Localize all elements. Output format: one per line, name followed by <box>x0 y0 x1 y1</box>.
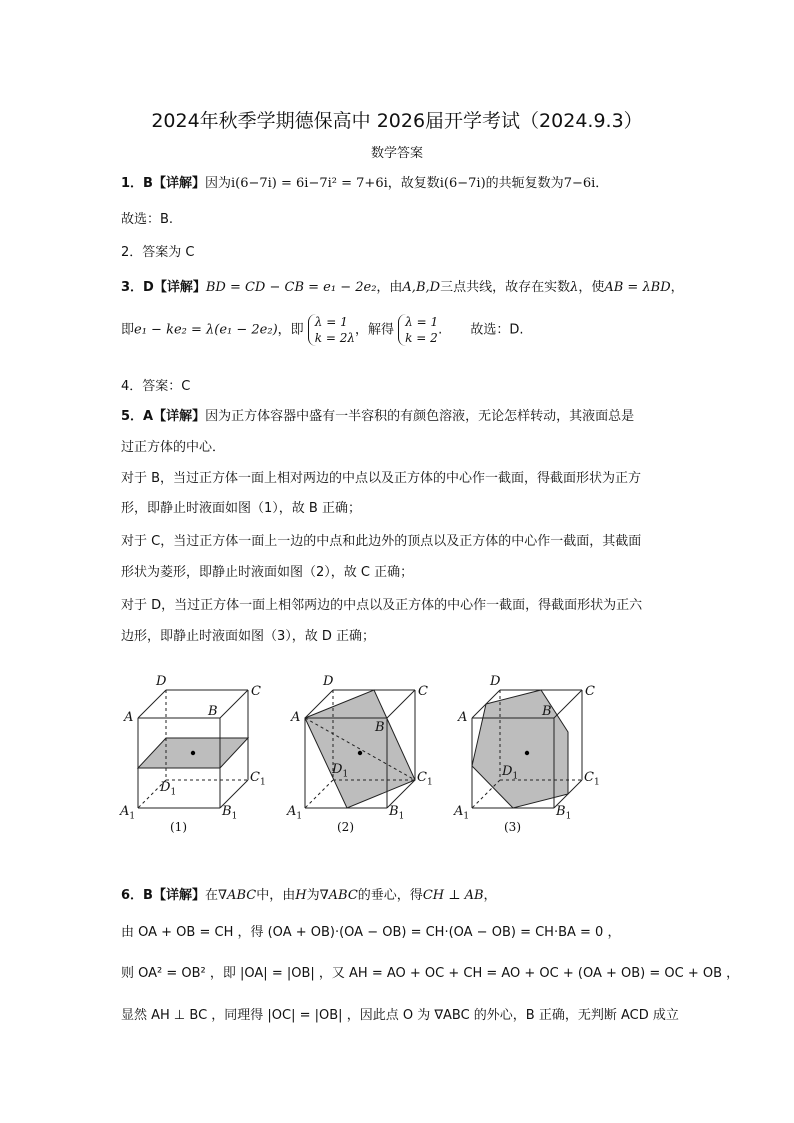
q1-line <box>121 172 608 191</box>
q6-text-4: 的垂心，得 <box>357 888 423 903</box>
label-c1-sub: 1 <box>426 777 433 788</box>
label-a1-letter: A <box>287 804 297 819</box>
q1-text-2: ，故复数 <box>387 176 440 191</box>
label-b1 <box>389 804 404 822</box>
label-d: D <box>490 674 501 689</box>
q6-perpendicular: CH ⊥ AB <box>422 888 484 903</box>
q3-text-1: ，由 <box>376 280 403 295</box>
label-b: B <box>208 704 218 719</box>
q5-line-7: 对于 D，当过正方体一面上相邻两边的中点以及正方体的中心作一截面，得截面形状为正六 <box>121 598 643 613</box>
label-d1-letter: D <box>160 780 171 795</box>
q3-system-1-eq2: k = 2λ <box>314 331 355 345</box>
q1-text-3: 的共轭复数为 <box>485 176 564 191</box>
label-d1-letter: D <box>332 762 343 777</box>
label-d1-sub: 1 <box>342 769 349 780</box>
q3-lambda: λ <box>570 280 579 295</box>
page-subtitle: 数学答案 <box>370 146 423 161</box>
label-d1 <box>502 764 518 782</box>
page-title: 2024年秋季学期德保高中 2026届开学考试（2024.9.3） <box>151 110 643 132</box>
q6-text-3: 为 <box>306 888 320 903</box>
q6-text-1: 在 <box>204 888 218 903</box>
q3-l2-text-b: ，即 <box>277 322 304 338</box>
label-a1 <box>287 804 302 822</box>
caption-3: (3) <box>504 820 521 834</box>
q6-h: H <box>295 888 307 903</box>
q3-line-2 <box>121 314 524 346</box>
q5-tag: 5．A【详解】 <box>121 409 206 424</box>
q5-line-2: 过正方体的中心． <box>121 440 226 455</box>
label-d1-letter: D <box>502 764 513 779</box>
label-a: A <box>124 710 134 725</box>
q3-l2-text-d: . <box>438 322 443 338</box>
label-a1 <box>120 804 135 822</box>
label-c: C <box>418 684 428 699</box>
label-a: A <box>291 710 301 725</box>
q3-tag: 3．D【详解】 <box>121 280 206 295</box>
q3-text-2: 三点共线，故存在实数 <box>440 280 571 295</box>
label-b: B <box>375 720 385 735</box>
label-a1-sub: 1 <box>463 811 470 822</box>
figure-labels <box>110 674 610 840</box>
label-d1 <box>332 762 348 780</box>
q3-vector-expression: BD = CD − CB = e₁ − 2e₂ <box>205 280 377 295</box>
label-b: B <box>542 704 552 719</box>
q3-text-3: ，使 <box>578 280 605 295</box>
label-c1-sub: 1 <box>593 777 600 788</box>
q6-text-5: ， <box>483 888 497 903</box>
q6-triangle-2: ∇ABC <box>319 888 358 903</box>
caption-2: (2) <box>337 820 354 834</box>
q3-system-1-eq1: λ = 1 <box>314 315 348 329</box>
q1-text-1: 因为 <box>204 176 231 191</box>
label-a1-letter: A <box>120 804 130 819</box>
label-a1 <box>454 804 469 822</box>
label-b1-letter: B <box>222 804 232 819</box>
q5-line-6: 形状为菱形，即静止时液面如图（2），故 C 正确； <box>121 565 414 580</box>
q1-text-4: ． <box>595 176 609 191</box>
label-c: C <box>585 684 595 699</box>
label-b1-letter: B <box>389 804 399 819</box>
q1-tag: 1．B【详解】 <box>121 176 205 191</box>
label-c1-letter: C <box>417 770 427 785</box>
label-c: C <box>251 684 261 699</box>
q3-choice: 故选：D. <box>470 322 524 338</box>
label-a1-letter: A <box>454 804 464 819</box>
q3-l2-expression: e₁ − ke₂ = λ(e₁ − 2e₂) <box>134 322 278 338</box>
label-a1-sub: 1 <box>296 811 303 822</box>
caption-1: (1) <box>170 820 187 834</box>
q2-line: 2．答案为 C <box>121 245 195 260</box>
label-b1-sub: 1 <box>398 811 405 822</box>
q3-l2-text-a: 即 <box>121 322 135 338</box>
q6-line-1 <box>121 884 497 903</box>
q6-triangle: ∇ABC <box>217 888 257 903</box>
q5-p1: 因为正方体容器中盛有一半容积的有颜色溶液，无论怎样转动，其液面总是 <box>205 409 635 424</box>
label-b1 <box>222 804 237 822</box>
q6-line-4: 显然 AH ⊥ BC ，同理得 |OC| = |OB| ，因此点 O 为 ∇ABC 的外心，B 正确，无判断 ACD 成立 <box>121 1008 679 1023</box>
q5-line-3: 对于 B，当过正方体一面上相对两边的中点以及正方体的中心作一截面，得截面形状为正方 <box>121 471 642 486</box>
label-a: A <box>458 710 468 725</box>
q1-choice: 故选：B. <box>121 212 174 227</box>
q1-expression-2: i(6−7i) <box>439 176 486 191</box>
label-b1-sub: 1 <box>231 811 238 822</box>
q3-system-1 <box>308 314 355 346</box>
label-c1-letter: C <box>250 770 260 785</box>
q6-text-2: 中，由 <box>256 888 296 903</box>
label-c1 <box>584 770 600 788</box>
q5-line-1 <box>121 405 634 424</box>
q3-vector-expression-2: AB = λBD <box>604 280 671 295</box>
q6-tag: 6．B【详解】 <box>121 888 205 903</box>
q6-line-3: 则 OA² = OB² ，即 |OA| = |OB| ，又 AH = AO + OC + CH = AO + OC + (OA + OB) = OC + OB ， <box>121 966 740 981</box>
q5-line-5: 对于 C，当过正方体一面上一边的中点和此边外的顶点以及正方体的中心作一截面，其截面 <box>121 534 642 549</box>
q3-system-2-eq1: λ = 1 <box>405 315 439 329</box>
label-d: D <box>323 674 334 689</box>
label-b1-sub: 1 <box>565 811 572 822</box>
q1-answer: 7−6i <box>563 176 596 191</box>
q3-points: A,B,D <box>402 280 441 295</box>
q6-line-2: 由 OA + OB = CH ，得 (OA + OB)·(OA − OB) = CH·(OA − OB) = CH·BA = 0 ， <box>121 925 621 940</box>
q3-system-2-eq2: k = 2 <box>405 331 438 345</box>
label-c1 <box>417 770 433 788</box>
q1-expression: i(6−7i) = 6i−7i² = 7+6i <box>230 176 388 191</box>
label-d1-sub: 1 <box>170 787 177 798</box>
q3-text-4: ， <box>670 280 684 295</box>
label-a1-sub: 1 <box>129 811 136 822</box>
label-c1-letter: C <box>584 770 594 785</box>
q3-l2-text-c: ，解得 <box>355 322 395 338</box>
label-b1-letter: B <box>556 804 566 819</box>
label-d1-sub: 1 <box>512 771 519 782</box>
label-c1 <box>250 770 266 788</box>
q4-line: 4．答案：C <box>121 379 191 394</box>
q3-line-1 <box>121 276 684 295</box>
q3-system-2 <box>398 314 438 346</box>
label-c1-sub: 1 <box>259 777 266 788</box>
label-b1 <box>556 804 571 822</box>
label-d: D <box>156 674 167 689</box>
label-d1 <box>160 780 176 798</box>
q5-line-4: 形，即静止时液面如图（1），故 B 正确； <box>121 501 361 516</box>
q5-line-8: 边形，即静止时液面如图（3），故 D 正确； <box>121 629 376 644</box>
